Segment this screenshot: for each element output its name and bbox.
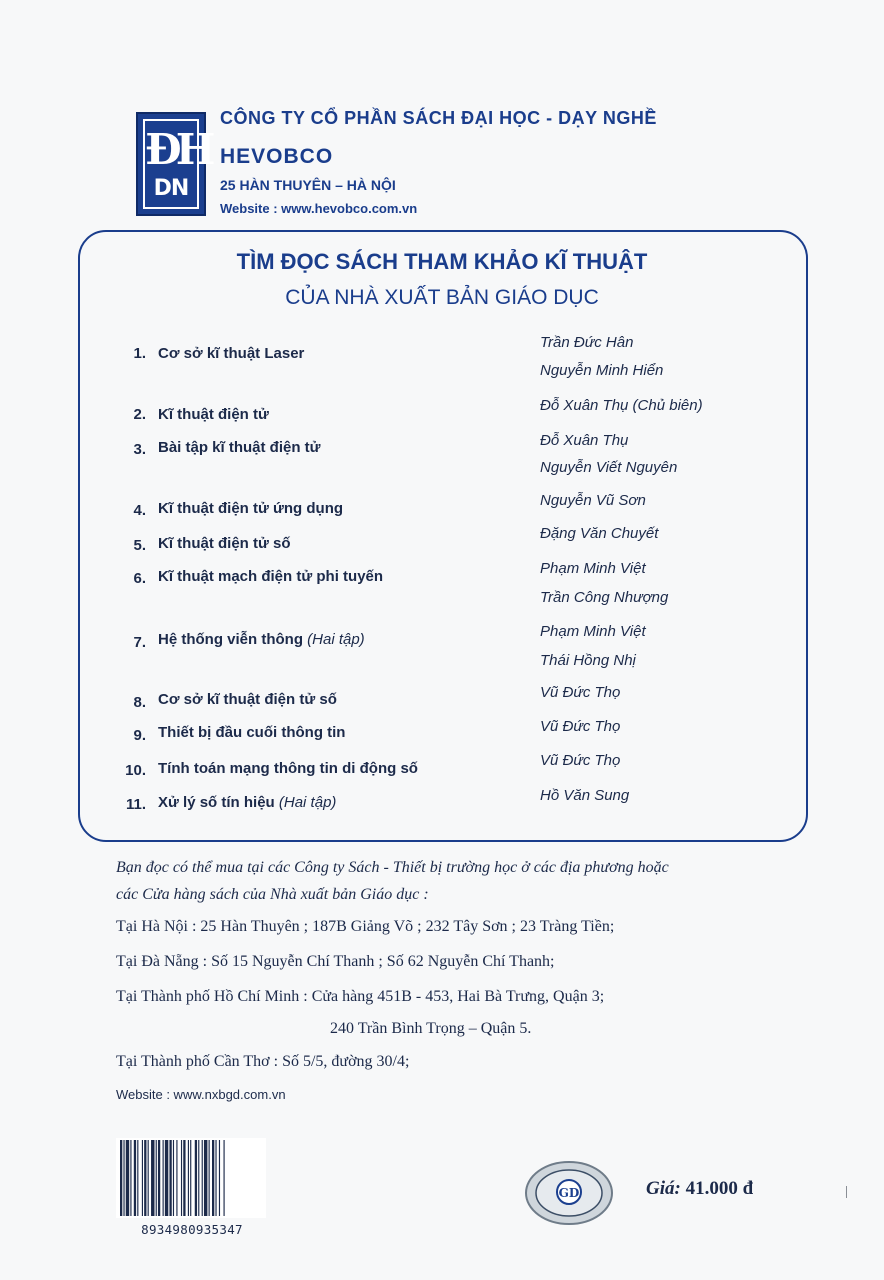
book-author: Nguyễn Vũ Sơn	[540, 492, 646, 509]
publisher-company: CÔNG TY CỔ PHẦN SÁCH ĐẠI HỌC - DẠY NGHỀ	[220, 108, 657, 128]
barcode-bar	[209, 1140, 210, 1216]
barcode-bar	[202, 1140, 203, 1216]
book-author: Hồ Văn Sung	[540, 787, 630, 804]
book-title: Hệ thống viễn thông (Hai tập)	[158, 631, 365, 648]
book-number: 6.	[133, 570, 146, 587]
barcode-bar	[134, 1140, 136, 1216]
barcode-bar	[219, 1140, 220, 1216]
book-title: Thiết bị đầu cuối thông tin	[158, 724, 346, 741]
barcode-bar	[215, 1140, 216, 1216]
book-author: Nguyễn Viết Nguyên	[540, 459, 678, 476]
publisher-seal	[524, 1160, 614, 1226]
barcode-bar	[148, 1140, 149, 1216]
barcode-bar	[137, 1140, 138, 1216]
barcode-bar	[165, 1140, 168, 1216]
barcode-bar	[151, 1140, 154, 1216]
buy-hanoi: Tại Hà Nội : 25 Hàn Thuyên ; 187B Giảng Võ ; 232 Tây Sơn ; 23 Tràng Tiền;	[116, 918, 615, 935]
book-author: Thái Hồng Nhị	[540, 652, 636, 669]
barcode-bar	[183, 1140, 185, 1216]
book-author: Đỗ Xuân Thụ	[540, 432, 629, 449]
book-list-subtitle: CỦA NHÀ XUẤT BẢN GIÁO DỤC	[285, 286, 599, 309]
barcode-bar	[156, 1140, 157, 1216]
barcode-bar	[123, 1140, 124, 1216]
barcode-bar	[188, 1140, 189, 1216]
barcode-bar	[169, 1140, 171, 1216]
barcode-bar	[195, 1140, 197, 1216]
book-author: Phạm Minh Việt	[540, 623, 646, 640]
book-number: 10.	[125, 762, 146, 779]
barcode-bar	[142, 1140, 143, 1216]
barcode-bar	[204, 1140, 207, 1216]
price: Giá: 41.000 đ	[646, 1178, 754, 1199]
book-number: 7.	[133, 634, 146, 651]
book-author: Phạm Minh Việt	[540, 560, 646, 577]
book-number: 4.	[133, 502, 146, 519]
barcode-bar	[120, 1140, 122, 1216]
book-title: Kĩ thuật điện tử số	[158, 535, 291, 552]
book-title: Bài tập kĩ thuật điện tử	[158, 439, 321, 456]
seal-text: GD	[558, 1186, 580, 1200]
edge-mark	[846, 1186, 847, 1198]
book-number: 3.	[133, 441, 146, 458]
book-number: 2.	[133, 406, 146, 423]
book-title: Tính toán mạng thông tin di động số	[158, 760, 418, 777]
barcode-bar	[126, 1140, 129, 1216]
barcode-bar	[198, 1140, 199, 1216]
publisher-logo	[136, 112, 210, 216]
book-author: Vũ Đức Thọ	[540, 684, 621, 701]
book-title: Kĩ thuật mạch điện tử phi tuyến	[158, 568, 384, 585]
barcode-bar	[190, 1140, 191, 1216]
buy-hcm: Tại Thành phố Hồ Chí Minh : Cửa hàng 451B - 453, Hai Bà Trưng, Quận 3;	[116, 988, 605, 1005]
book-list-title: TÌM ĐỌC SÁCH THAM KHẢO KĨ THUẬT	[236, 249, 648, 274]
book-author: Trần Công Nhượng	[540, 589, 669, 606]
book-title: Cơ sở kĩ thuật điện tử số	[158, 691, 337, 708]
book-number: 5.	[133, 537, 146, 554]
logo-bottom-letters: DN	[153, 176, 189, 201]
barcode-bar	[173, 1140, 174, 1216]
book-number: 11.	[125, 796, 146, 813]
barcode-bar	[130, 1140, 131, 1216]
publisher-website: Website : www.hevobco.com.vn	[220, 201, 418, 216]
barcode-bar	[224, 1140, 225, 1216]
barcode-bar	[158, 1140, 160, 1216]
barcode	[116, 1138, 266, 1218]
barcode-bar	[163, 1140, 164, 1216]
book-title: Kĩ thuật điện tử ứng dụng	[158, 500, 344, 517]
book-author: Vũ Đức Thọ	[540, 718, 621, 735]
book-number: 8.	[133, 694, 146, 711]
barcode-number: 8934980935347	[141, 1222, 243, 1237]
book-author: Trần Đức Hân	[540, 334, 634, 351]
logo-top-letters: ĐH	[145, 125, 210, 174]
book-number: 9.	[133, 727, 146, 744]
book-title: Kĩ thuật điện tử	[158, 406, 269, 423]
barcode-bar	[176, 1140, 177, 1216]
book-number: 1.	[133, 345, 146, 362]
logo-frame	[143, 119, 210, 209]
book-author: Nguyễn Minh Hiển	[540, 362, 664, 379]
barcode-bar	[144, 1140, 146, 1216]
publisher-name: HEVOBCO	[220, 145, 334, 168]
buy-cantho: Tại Thành phố Cần Thơ : Số 5/5, đường 30/4;	[116, 1053, 410, 1070]
barcode-bar	[181, 1140, 182, 1216]
buy-hcm-line2: 240 Trần Bình Trọng – Quận 5.	[330, 1020, 532, 1037]
book-author: Đỗ Xuân Thụ (Chủ biên)	[540, 397, 703, 414]
publisher-address: 25 HÀN THUYÊN – HÀ NỘI	[220, 177, 396, 193]
book-title: Cơ sở kĩ thuật Laser	[158, 345, 305, 362]
nxbgd-website: Website : www.nxbgd.com.vn	[116, 1087, 286, 1102]
book-title: Xử lý số tín hiệu (Hai tập)	[158, 794, 337, 811]
buy-intro-line2: các Cửa hàng sách của Nhà xuất bản Giáo dục :	[116, 886, 429, 903]
book-author: Đặng Văn Chuyết	[540, 525, 659, 542]
book-author: Vũ Đức Thọ	[540, 752, 621, 769]
barcode-bar	[212, 1140, 214, 1216]
buy-danang: Tại Đà Nẵng : Số 15 Nguyễn Chí Thanh ; Số 62 Nguyễn Chí Thanh;	[116, 953, 555, 970]
buy-intro-line1: Bạn đọc có thể mua tại các Công ty Sách - Thiết bị trường học ở các địa phương hoặc	[116, 859, 669, 876]
